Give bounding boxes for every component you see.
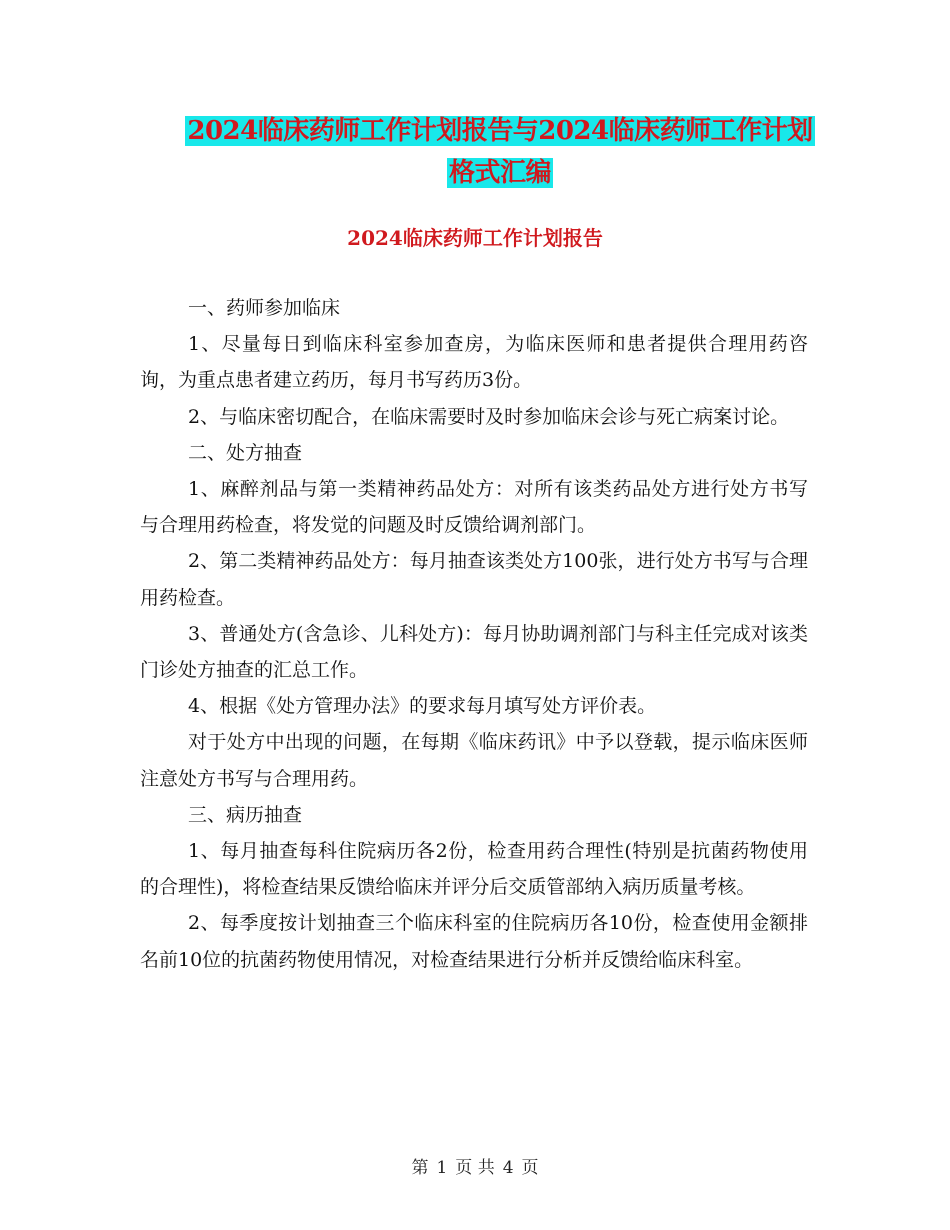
body-text	[140, 290, 808, 978]
paragraph: 2、与临床密切配合，在临床需要时及时参加临床会诊与死亡病案讨论。	[188, 405, 790, 428]
footer-mid: 页 共	[455, 1158, 495, 1178]
paragraph: 对于处方中出现的问题，在每期《临床药讯》中予以登载，提示临床医师注意处方书写与合理用药。	[140, 731, 808, 790]
heading-medical-record-check: 三、病历抽查	[188, 803, 303, 826]
document-title-line-2: 格式汇编	[448, 158, 551, 188]
paragraph: 2、每季度按计划抽查三个临床科室的住院病历各10份，检查使用金额排名前10位的抗菌药物使用情况，对检查结果进行分析并反馈给临床科室。	[140, 912, 808, 971]
footer-prefix: 第	[411, 1158, 429, 1178]
section-title: 2024临床药师工作计划报告	[347, 226, 603, 250]
paragraph: 1、每月抽查每科住院病历各2份，检查用药合理性(特别是抗菌药物使用的合理性)，将检查结果反馈给临床并评分后交质管部纳入病历质量考核。	[140, 840, 808, 899]
document-title	[140, 112, 860, 196]
footer-total-pages: 4	[502, 1158, 514, 1178]
document-title-line-1: 2024临床药师工作计划报告与2024临床药师工作计划	[187, 116, 813, 146]
heading-clinical-participation: 一、药师参加临床	[188, 297, 341, 319]
paragraph: 4、根据《处方管理办法》的要求每月填写处方评价表。	[188, 695, 657, 718]
footer-suffix: 页	[521, 1158, 539, 1178]
page-footer	[0, 1153, 950, 1178]
paragraph: 1、麻醉剂品与第一类精神药品处方：对所有该类药品处方进行处方书写与合理用药检查，将发觉的问题及时反馈给调剂部门。	[140, 478, 808, 537]
paragraph: 3、普通处方(含急诊、儿科处方)：每月协助调剂部门与科主任完成对该类门诊处方抽查的汇总工作。	[140, 622, 808, 682]
paragraph: 1、尽量每日到临床科室参加查房，为临床医师和患者提供合理用药咨询，为重点患者建立药历，每月书写药历3份。	[140, 333, 808, 392]
heading-prescription-check: 二、处方抽查	[188, 441, 303, 464]
footer-page-number: 1	[436, 1158, 448, 1178]
paragraph: 2、第二类精神药品处方：每月抽查该类处方100张，进行处方书写与合理用药检查。	[140, 550, 808, 609]
